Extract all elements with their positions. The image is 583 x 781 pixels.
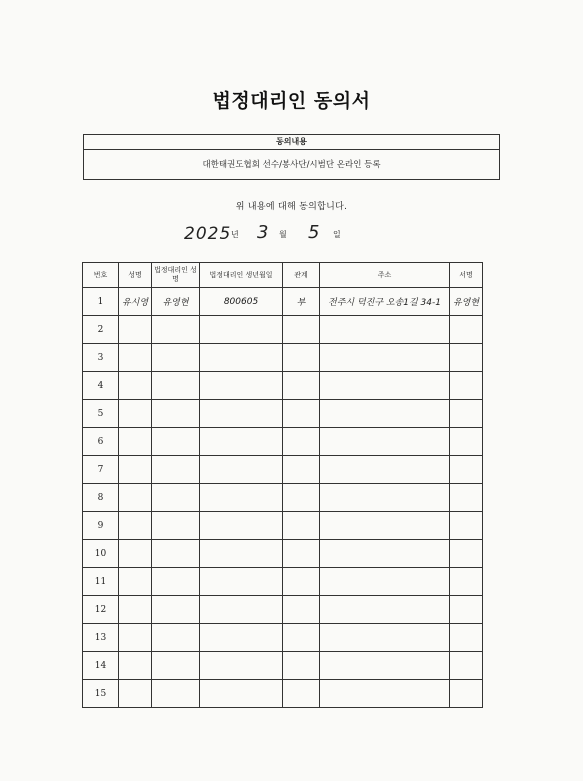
cell-guardian-name — [152, 316, 200, 344]
cell-relation — [283, 680, 320, 708]
cell-name — [119, 652, 152, 680]
cell-relation — [283, 652, 320, 680]
cell-no: 10 — [83, 540, 119, 568]
cell-address — [320, 568, 450, 596]
cell-guardian-name — [152, 512, 200, 540]
cell-signature — [450, 400, 483, 428]
cell-signature — [450, 652, 483, 680]
cell-guardian-name — [152, 652, 200, 680]
cell-signature — [450, 456, 483, 484]
table-row — [83, 484, 483, 512]
cell-guardian-name — [152, 596, 200, 624]
cell-name — [119, 512, 152, 540]
cell-name — [119, 372, 152, 400]
cell-name — [119, 344, 152, 372]
cell-guardian-name — [152, 456, 200, 484]
cell-signature — [450, 372, 483, 400]
table-row — [83, 512, 483, 540]
cell-signature — [450, 680, 483, 708]
cell-address — [320, 428, 450, 456]
header-guardian-name: 법정대리인 성명 — [152, 263, 200, 288]
cell-no: 13 — [83, 624, 119, 652]
table-row — [83, 596, 483, 624]
header-relation: 관계 — [283, 263, 320, 288]
cell-signature — [450, 596, 483, 624]
cell-signature — [450, 344, 483, 372]
cell-guardian-name — [152, 540, 200, 568]
cell-signature — [450, 540, 483, 568]
cell-guardian-name — [152, 568, 200, 596]
cell-guardian-dob — [200, 680, 283, 708]
cell-guardian-name — [152, 428, 200, 456]
cell-relation — [283, 540, 320, 568]
cell-guardian-name — [152, 372, 200, 400]
cell-address — [320, 652, 450, 680]
cell-no: 11 — [83, 568, 119, 596]
cell-signature — [450, 316, 483, 344]
cell-guardian-dob — [200, 400, 283, 428]
cell-address — [320, 316, 450, 344]
cell-name — [119, 596, 152, 624]
document-title: 법정대리인 동의서 — [212, 90, 371, 112]
header-address: 주소 — [320, 263, 450, 288]
consent-statement: 위 내용에 대해 동의합니다. — [235, 202, 348, 212]
consent-content-box — [83, 134, 500, 180]
cell-no: 14 — [83, 652, 119, 680]
cell-guardian-dob — [200, 624, 283, 652]
cell-address — [320, 624, 450, 652]
cell-name — [119, 624, 152, 652]
cell-no: 4 — [83, 372, 119, 400]
cell-relation — [283, 316, 320, 344]
cell-no: 3 — [83, 344, 119, 372]
cell-address — [320, 456, 450, 484]
cell-guardian-name — [152, 344, 200, 372]
cell-no: 8 — [83, 484, 119, 512]
cell-guardian-dob — [200, 652, 283, 680]
cell-name — [119, 568, 152, 596]
cell-name — [119, 680, 152, 708]
cell-relation — [283, 456, 320, 484]
cell-name — [119, 484, 152, 512]
cell-relation — [283, 428, 320, 456]
cell-address — [320, 680, 450, 708]
cell-name — [119, 400, 152, 428]
cell-name — [119, 428, 152, 456]
cell-relation — [283, 624, 320, 652]
cell-no: 9 — [83, 512, 119, 540]
cell-signature — [450, 512, 483, 540]
cell-name — [119, 540, 152, 568]
cell-signature: 유영현 — [450, 288, 483, 316]
table-row — [83, 456, 483, 484]
cell-guardian-dob — [200, 428, 283, 456]
cell-relation — [283, 344, 320, 372]
cell-signature — [450, 484, 483, 512]
cell-address — [320, 372, 450, 400]
cell-address — [320, 344, 450, 372]
date-year: 2025 — [184, 224, 232, 244]
cell-guardian-dob — [200, 596, 283, 624]
cell-no: 2 — [83, 316, 119, 344]
cell-address — [320, 484, 450, 512]
cell-relation — [283, 512, 320, 540]
cell-address — [320, 400, 450, 428]
cell-relation — [283, 372, 320, 400]
cell-guardian-dob — [200, 484, 283, 512]
table-row — [83, 680, 483, 708]
cell-name: 유시영 — [119, 288, 152, 316]
cell-address — [320, 596, 450, 624]
consent-box-body: 대한태권도협회 선수/봉사단/시범단 온라인 등록 — [202, 160, 381, 170]
cell-address: 전주시 덕진구 오송1길 34-1 — [320, 288, 450, 316]
cell-no: 6 — [83, 428, 119, 456]
cell-relation — [283, 400, 320, 428]
cell-signature — [450, 568, 483, 596]
cell-name — [119, 316, 152, 344]
table-row — [83, 624, 483, 652]
cell-address — [320, 540, 450, 568]
header-name: 성명 — [119, 263, 152, 288]
table-header-row — [83, 263, 483, 288]
cell-no: 15 — [83, 680, 119, 708]
cell-relation: 부 — [283, 288, 320, 316]
cell-guardian-dob — [200, 540, 283, 568]
table-row — [83, 288, 483, 316]
date-month: 3 — [257, 222, 269, 243]
cell-guardian-dob — [200, 316, 283, 344]
cell-guardian-name — [152, 484, 200, 512]
cell-no: 7 — [83, 456, 119, 484]
table-row — [83, 428, 483, 456]
cell-guardian-name — [152, 624, 200, 652]
header-signature: 서명 — [450, 263, 483, 288]
cell-guardian-dob: 800605 — [200, 288, 283, 316]
table-row — [83, 540, 483, 568]
date-day: 5 — [308, 222, 320, 243]
date-month-unit: 월 — [279, 230, 287, 239]
cell-guardian-dob — [200, 372, 283, 400]
cell-guardian-dob — [200, 456, 283, 484]
cell-guardian-dob — [200, 568, 283, 596]
table-row — [83, 344, 483, 372]
signing-date — [180, 222, 380, 252]
header-no: 번호 — [83, 263, 119, 288]
cell-signature — [450, 624, 483, 652]
cell-guardian-name — [152, 400, 200, 428]
cell-name — [119, 456, 152, 484]
cell-no: 12 — [83, 596, 119, 624]
table-row — [83, 568, 483, 596]
cell-guardian-name: 유영현 — [152, 288, 200, 316]
cell-relation — [283, 484, 320, 512]
table-row — [83, 400, 483, 428]
cell-guardian-dob — [200, 512, 283, 540]
cell-guardian-dob — [200, 344, 283, 372]
header-guardian-dob: 법정대리인 생년월일 — [200, 263, 283, 288]
date-year-unit: 년 — [231, 230, 239, 239]
table-row — [83, 372, 483, 400]
consent-box-header: 동의내용 — [84, 135, 499, 150]
table-row — [83, 316, 483, 344]
cell-relation — [283, 596, 320, 624]
cell-guardian-name — [152, 680, 200, 708]
cell-address — [320, 512, 450, 540]
cell-no: 5 — [83, 400, 119, 428]
cell-no: 1 — [83, 288, 119, 316]
table-row — [83, 652, 483, 680]
cell-relation — [283, 568, 320, 596]
cell-signature — [450, 428, 483, 456]
guardian-consent-table — [82, 262, 483, 708]
date-day-unit: 일 — [333, 230, 341, 239]
